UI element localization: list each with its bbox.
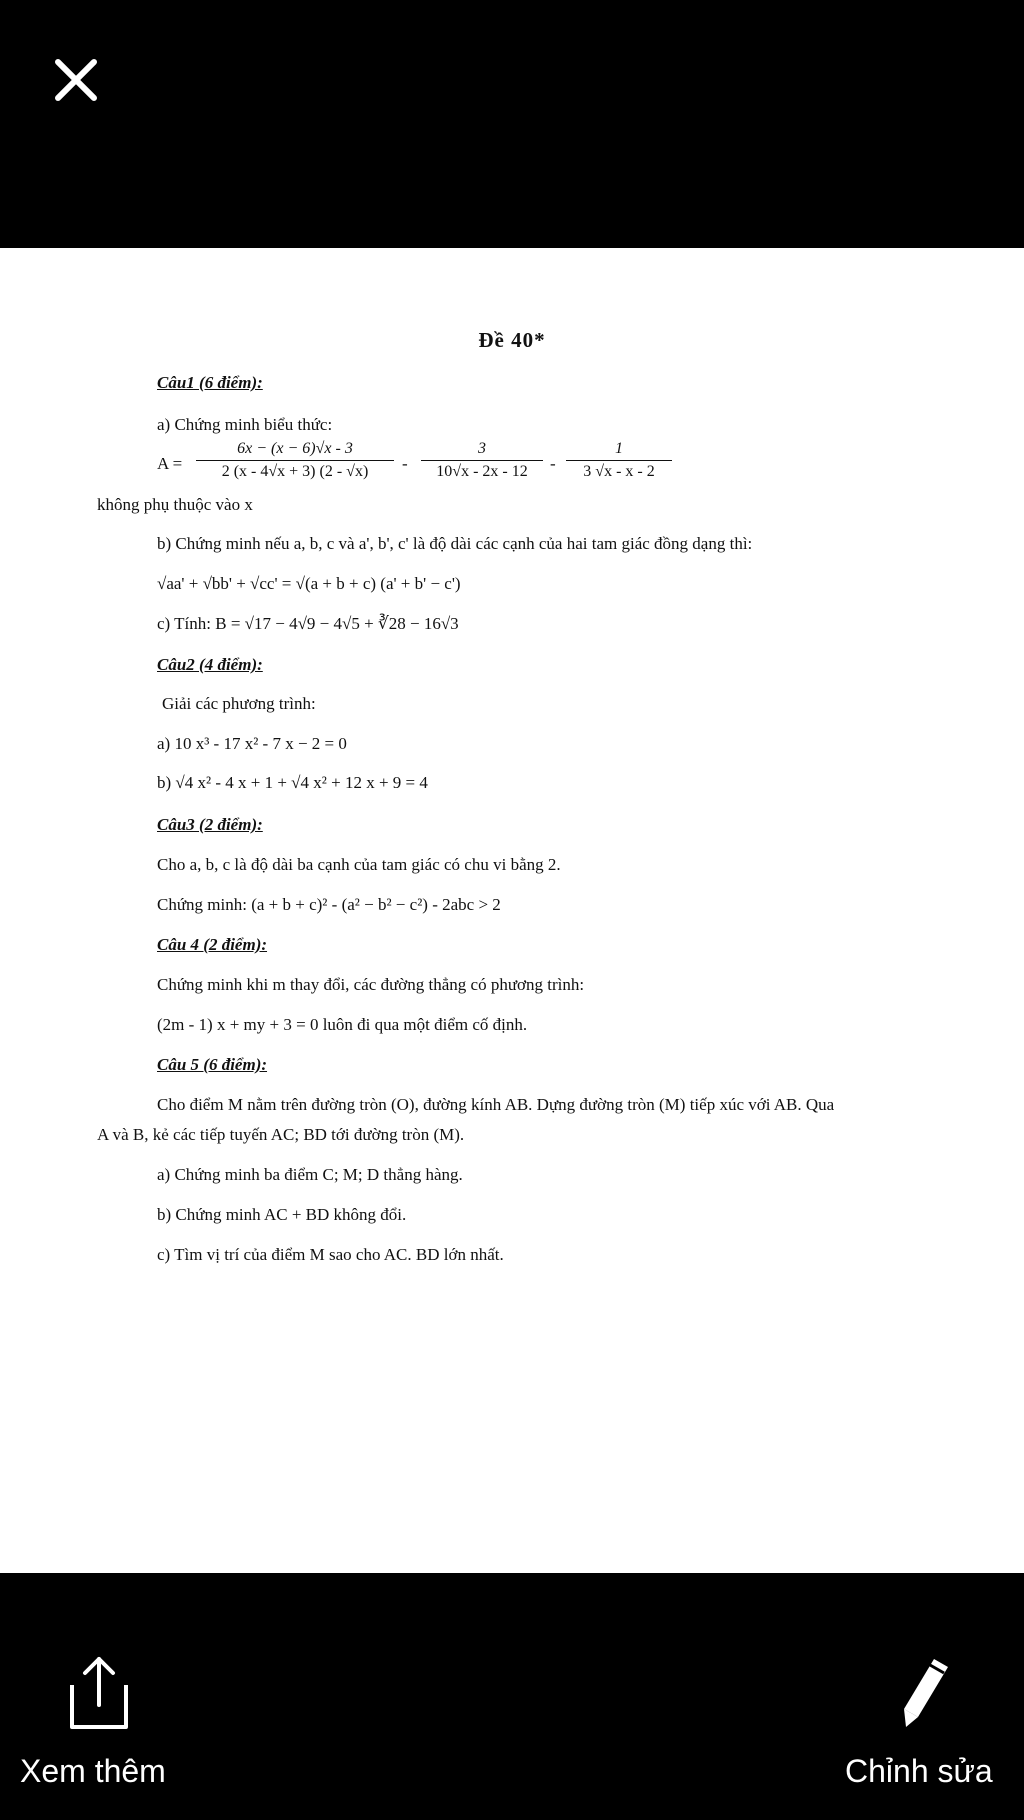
q5-heading: Câu 5 (6 điểm): [157, 1055, 268, 1074]
share-label[interactable]: Xem thêm [20, 1753, 166, 1789]
q4-heading: Câu 4 (2 điểm): [157, 935, 268, 954]
q2-intro: Giải các phương trình: [162, 694, 316, 713]
pencil-icon [900, 1653, 954, 1733]
edit-label[interactable]: Chỉnh sửa [845, 1753, 993, 1789]
q3-line2: Chứng minh: (a + b + c)² - (a² − b² − c²) - 2abc > 2 [157, 895, 501, 914]
q1-a-intro: a) Chứng minh biểu thức: [157, 415, 333, 434]
q2-b: b) √4 x² - 4 x + 1 + √4 x² + 12 x + 9 = 4 [157, 773, 428, 792]
q1-heading: Câu1 (6 điểm): [157, 373, 263, 392]
document-title: Đề 40* [478, 328, 546, 352]
edit-button[interactable] [900, 1653, 954, 1733]
q1-minus1: - [402, 454, 408, 473]
q1-frac1 [196, 440, 394, 481]
top-bar [0, 0, 1024, 248]
q5-b: b) Chứng minh AC + BD không đổi. [157, 1205, 407, 1224]
q1-frac1-den: 2 (x - 4√x + 3) (2 - √x) [221, 463, 369, 480]
q1-b-formula: √aa' + √bb' + √cc' = √(a + b + c) (a' + b' − c') [157, 574, 461, 593]
q1-b-text: b) Chứng minh nếu a, b, c và a', b', c' là độ dài các cạnh của hai tam giác đồng dạng thì: [157, 534, 753, 553]
document-page [0, 248, 1024, 1573]
q1-frac3-den: 3 √x - x - 2 [583, 463, 655, 480]
q1-a-tail: không phụ thuộc vào x [97, 495, 253, 514]
q1-frac2-num: 3 [421, 440, 543, 461]
close-button[interactable] [52, 56, 100, 104]
share-icon [64, 1653, 134, 1733]
q2-heading: Câu2 (4 điểm): [157, 655, 263, 674]
bottom-bar [0, 1573, 1024, 1820]
q5-line1: Cho điểm M nằm trên đường tròn (O), đường kính AB. Dựng đường tròn (M) tiếp xúc với AB. Qua [157, 1095, 835, 1114]
q4-line2: (2m - 1) x + my + 3 = 0 luôn đi qua một điểm cố định. [157, 1015, 528, 1034]
q3-heading: Câu3 (2 điểm): [157, 815, 263, 834]
q3-line1: Cho a, b, c là độ dài ba cạnh của tam giác có chu vi bằng 2. [157, 855, 561, 874]
q5-c: c) Tìm vị trí của điểm M sao cho AC. BD lớn nhất. [157, 1245, 504, 1264]
q2-a: a) 10 x³ - 17 x² - 7 x − 2 = 0 [157, 734, 347, 753]
q1-minus2: - [550, 454, 556, 473]
q4-line1: Chứng minh khi m thay đổi, các đường thẳng có phương trình: [157, 975, 585, 994]
close-icon [52, 56, 100, 104]
q1-frac3-num: 1 [566, 440, 672, 461]
q1-c-text: c) Tính: B = √17 − 4√9 − 4√5 + ∛28 − 16√3 [157, 614, 459, 633]
q1-frac2 [421, 440, 543, 481]
q1-frac1-num: 6x − (x − 6)√x - 3 [196, 440, 394, 461]
q1-a-lhs: A = [157, 454, 183, 473]
q1-frac3 [566, 440, 672, 481]
q1-frac2-den: 10√x - 2x - 12 [436, 463, 528, 480]
share-button[interactable] [64, 1653, 134, 1733]
q5-line2: A và B, kẻ các tiếp tuyến AC; BD tới đường tròn (M). [97, 1125, 465, 1144]
q5-a: a) Chứng minh ba điểm C; M; D thẳng hàng. [157, 1165, 463, 1184]
